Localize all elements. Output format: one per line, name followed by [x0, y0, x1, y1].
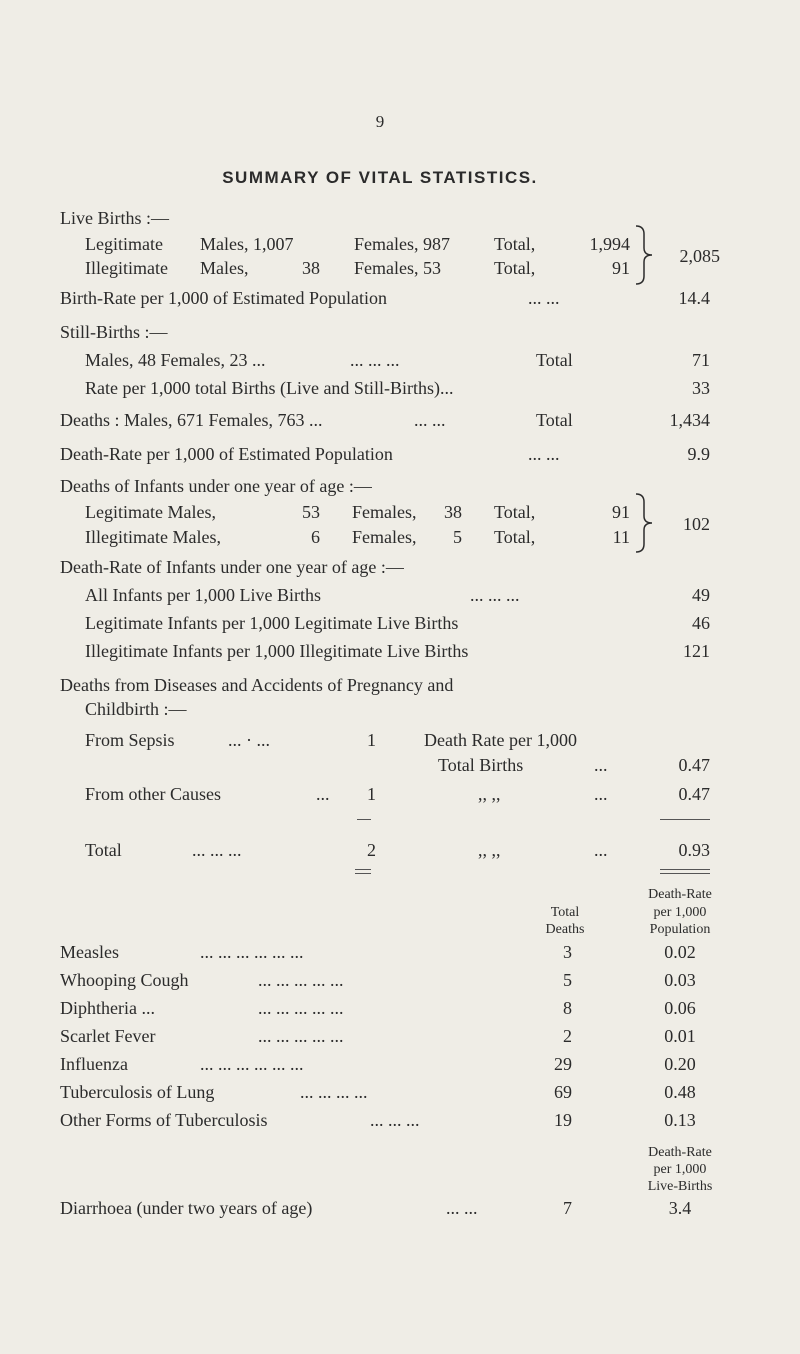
other-causes-rate: 0.47 [678, 784, 710, 804]
disease-row-6-dots: ... ... ... [370, 1110, 420, 1130]
diarrhoea-header-1: Death-Rate [648, 1145, 712, 1160]
diarrhoea-header-2: per 1,000 [653, 1162, 707, 1177]
other-causes-ditto: ,, ,, [478, 784, 501, 804]
double-rule [355, 869, 371, 870]
disease-row-2-deaths: 8 [563, 998, 572, 1018]
id-legit-label: Legitimate Males, [85, 502, 216, 522]
sb-line1-value: 71 [692, 350, 710, 370]
death-rate-dots: ... ... [528, 444, 560, 464]
lb-illegit-total-label: Total, [494, 258, 536, 278]
lb-illegit-females: Females, 53 [354, 258, 441, 278]
id-illegit-males: 6 [311, 527, 320, 547]
deaths-dots: ... ... [414, 410, 446, 430]
sepsis-label: From Sepsis [85, 730, 175, 750]
lb-legit-total-label: Total, [494, 234, 536, 254]
deaths-value: 1,434 [669, 410, 710, 430]
birth-rate-dots: ... ... [528, 288, 560, 308]
page-title: SUMMARY OF VITAL STATISTICS. [222, 168, 538, 187]
sb-line2-value: 33 [692, 378, 710, 398]
diarrhoea-dots: ... ... [446, 1198, 478, 1218]
disease-row-3-dots: ... ... ... ... ... [258, 1026, 344, 1046]
sepsis-count: 1 [367, 730, 376, 750]
pregnancy-heading-2: Childbirth :— [85, 699, 187, 719]
disease-row-5-deaths: 69 [554, 1082, 572, 1102]
ir-row-1-label: Legitimate Infants per 1,000 Legitimate Live Births [85, 613, 459, 633]
lb-legit-label: Legitimate [85, 234, 163, 254]
id-illegit-total: 11 [612, 527, 630, 547]
lb-illegit-label: Illegitimate [85, 258, 168, 278]
id-legit-females: 38 [444, 502, 462, 522]
disease-row-5-rate: 0.48 [664, 1082, 696, 1102]
id-legit-total: 91 [612, 502, 630, 522]
lb-grand-total: 2,085 [679, 246, 720, 266]
sepsis-rate-label-2: Total Births [438, 755, 524, 775]
pregnancy-heading-1: Deaths from Diseases and Accidents of Pregnancy and [60, 675, 454, 695]
disease-row-1-name: Whooping Cough [60, 970, 189, 990]
disease-row-6-name: Other Forms of Tuberculosis [60, 1110, 268, 1130]
id-illegit-label: Illegitimate Males, [85, 527, 221, 547]
double-rule [660, 869, 710, 870]
disease-row-4-deaths: 29 [554, 1054, 572, 1074]
preg-total-ditto: ,, ,, [478, 840, 501, 860]
ir-row-1-value: 46 [692, 613, 710, 633]
sepsis-rate-label-1: Death Rate per 1,000 [424, 730, 577, 750]
disease-row-3-rate: 0.01 [664, 1026, 696, 1046]
id-illegit-total-label: Total, [494, 527, 536, 547]
id-legit-total-label: Total, [494, 502, 536, 522]
diarrhoea-deaths: 7 [563, 1198, 572, 1218]
infant-deaths-heading: Deaths of Infants under one year of age :— [60, 476, 372, 496]
sepsis-dots: ... · ... [228, 730, 270, 750]
disease-row-6-deaths: 19 [554, 1110, 572, 1130]
still-births-heading: Still-Births :— [60, 322, 168, 342]
divider [357, 819, 371, 820]
col-header-total-deaths-1: Total [550, 905, 580, 920]
lb-illegit-total: 91 [612, 258, 630, 278]
disease-row-1-deaths: 5 [563, 970, 572, 990]
disease-row-1-dots: ... ... ... ... ... [258, 970, 344, 990]
lb-illegit-males: Males, [200, 258, 249, 278]
preg-total-rate: 0.93 [678, 840, 710, 860]
col-header-total-deaths-2: Deaths [545, 922, 585, 937]
disease-row-5-name: Tuberculosis of Lung [60, 1082, 215, 1102]
birth-rate-value: 14.4 [678, 288, 710, 308]
ir-row-2-label: Illegitimate Infants per 1,000 Illegitimate Live Births [85, 641, 469, 661]
disease-row-2-dots: ... ... ... ... ... [258, 998, 344, 1018]
col-header-rate-3: Population [649, 922, 711, 937]
disease-row-0-dots: ... ... ... ... ... ... [200, 942, 304, 962]
id-illegit-females: 5 [453, 527, 462, 547]
birth-rate-label: Birth-Rate per 1,000 of Estimated Population [60, 288, 387, 308]
disease-row-0-rate: 0.02 [664, 942, 696, 962]
infant-rate-heading: Death-Rate of Infants under one year of age :— [60, 557, 404, 577]
disease-row-4-name: Influenza [60, 1054, 128, 1074]
right-brace-icon [634, 224, 656, 286]
page-number: 9 [375, 112, 385, 131]
disease-row-1-rate: 0.03 [664, 970, 696, 990]
disease-row-2-name: Diphtheria ... [60, 998, 155, 1018]
deaths-total-label: Total [536, 410, 573, 430]
diarrhoea-rate: 3.4 [668, 1198, 692, 1218]
preg-total-dots: ... ... ... [192, 840, 242, 860]
other-causes-count: 1 [367, 784, 376, 804]
preg-total-label: Total [85, 840, 122, 860]
sb-line1-dots: ... ... ... [350, 350, 400, 370]
ir-row-0-dots: ... ... ... [470, 585, 520, 605]
preg-total-rate-dots: ... [594, 840, 608, 860]
col-header-rate-1: Death-Rate [648, 887, 712, 902]
sepsis-rate: 0.47 [678, 755, 710, 775]
disease-row-0-deaths: 3 [563, 942, 572, 962]
diarrhoea-name: Diarrhoea (under two years of age) [60, 1198, 313, 1218]
ir-row-0-value: 49 [692, 585, 710, 605]
death-rate-value: 9.9 [687, 444, 710, 464]
lb-legit-males: Males, 1,007 [200, 234, 294, 254]
other-causes-label: From other Causes [85, 784, 221, 804]
lb-legit-total: 1,994 [589, 234, 630, 254]
disease-row-2-rate: 0.06 [664, 998, 696, 1018]
double-rule [660, 873, 710, 874]
lb-legit-females: Females, 987 [354, 234, 450, 254]
id-legit-females-label: Females, [352, 502, 417, 522]
other-causes-dots: ... [316, 784, 330, 804]
id-grand-total: 102 [683, 514, 710, 534]
lb-illegit-males-n: 38 [302, 258, 320, 278]
disease-row-4-rate: 0.20 [664, 1054, 696, 1074]
disease-row-5-dots: ... ... ... ... [300, 1082, 368, 1102]
deaths-label: Deaths : Males, 671 Females, 763 ... [60, 410, 323, 430]
divider [660, 819, 710, 820]
id-legit-males: 53 [302, 502, 320, 522]
disease-row-3-name: Scarlet Fever [60, 1026, 156, 1046]
sepsis-rate-dots: ... [594, 755, 608, 775]
live-births-heading: Live Births :— [60, 208, 169, 228]
sb-line1-total-label: Total [536, 350, 573, 370]
disease-row-6-rate: 0.13 [664, 1110, 696, 1130]
id-illegit-females-label: Females, [352, 527, 417, 547]
preg-total-count: 2 [367, 840, 376, 860]
ir-row-2-value: 121 [683, 641, 710, 661]
ir-row-0-label: All Infants per 1,000 Live Births [85, 585, 321, 605]
col-header-rate-2: per 1,000 [653, 905, 707, 920]
other-causes-rate-dots: ... [594, 784, 608, 804]
sb-line2-label: Rate per 1,000 total Births (Live and Still-Births)... [85, 378, 454, 398]
death-rate-label: Death-Rate per 1,000 of Estimated Population [60, 444, 393, 464]
sb-line1-label: Males, 48 Females, 23 ... [85, 350, 266, 370]
right-brace-icon [634, 492, 656, 554]
disease-row-4-dots: ... ... ... ... ... ... [200, 1054, 304, 1074]
disease-row-0-name: Measles [60, 942, 119, 962]
diarrhoea-header-3: Live-Births [647, 1179, 713, 1194]
double-rule [355, 873, 371, 874]
disease-row-3-deaths: 2 [563, 1026, 572, 1046]
